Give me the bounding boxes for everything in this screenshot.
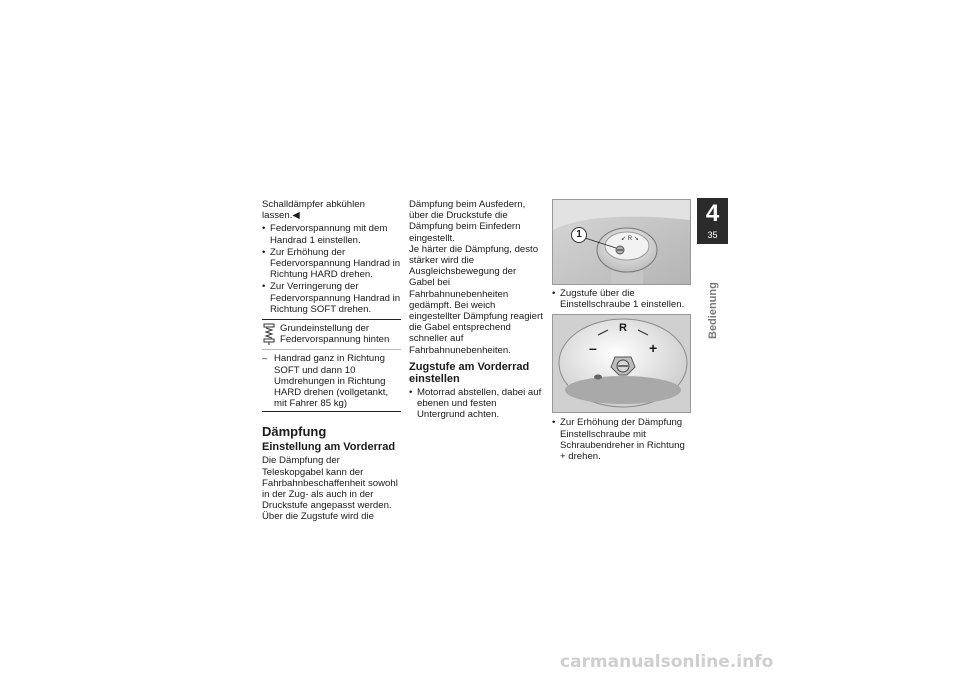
list-item: • Zur Verringerung der Federvorspannung Handrad in Richtung SOFT drehen.: [262, 281, 401, 315]
setting-text: Handrad ganz in Richtung SOFT und dann 10 Umdrehungen in Richtung HARD drehen (vollgetankt, mit Fahrer 85 kg): [274, 353, 389, 410]
list-item: • Federvorspannung mit dem Handrad 1 einstellen.: [262, 223, 401, 245]
text-column-3: [552, 199, 692, 463]
photo-label-r: R: [619, 322, 627, 335]
intro-text: Schalldämpfer abkühlen lassen.◀: [262, 199, 365, 222]
chapter-tab: [697, 198, 728, 244]
watermark: carmanualsonline.info: [560, 652, 774, 672]
info-box: [262, 319, 401, 412]
dash-marker: –: [262, 353, 268, 365]
subsection-heading: Zugstufe am Vorderrad einstellen: [409, 360, 530, 385]
adjust-list: [552, 417, 692, 462]
body-text: Die Dämpfung der Teleskopgabel kann der Fahrbahnbeschaffenheit sowohl in der Zug- als auch in der Druckstufe angepasst werden. Über die Zugstufe wird die: [262, 455, 398, 523]
page-number: 35: [707, 230, 718, 240]
photo-label-plus: +: [649, 340, 658, 357]
list-item: • Motorrad abstellen, dabei auf ebenen und festen Untergrund achten.: [409, 387, 544, 421]
spring-adjust-icon: [262, 323, 276, 345]
body-text: Dämpfung beim Ausfedern, über die Druckstufe die Dämpfung beim Einfedern eingestellt.: [409, 199, 526, 244]
adjust-list: [552, 288, 692, 310]
info-row: [262, 323, 401, 350]
chapter-number: 4: [705, 200, 720, 227]
list-item: • Zur Erhöhung der Federvorspannung Handrad in Richtung HARD drehen.: [262, 247, 401, 281]
setting-row: [262, 350, 401, 409]
chapter-title: Bedienung: [707, 282, 719, 339]
photo-adjuster-closeup: [552, 314, 691, 413]
list-item: • Zur Erhöhung der Dämpfung Einstellschraube mit Schraubendreher in Richtung + drehen.: [552, 417, 692, 462]
chapter-title-vertical: [697, 251, 728, 341]
photo-adjuster-overview: [552, 199, 691, 285]
photo-label-minus: –: [589, 340, 597, 357]
text-column-2: [409, 199, 544, 421]
photo-callout: 1: [571, 227, 587, 243]
text-column-1: [262, 199, 401, 523]
svg-text:↙ R ↘: ↙ R ↘: [621, 236, 639, 242]
spring-preload-list: [262, 223, 401, 315]
subsection-heading: Einstellung am Vorderrad: [262, 441, 396, 454]
list-item: • Zugstufe über die Einstellschraube 1 einstellen.: [552, 288, 692, 310]
section-heading: Dämpfung: [262, 424, 327, 440]
body-text: Je härter die Dämpfung, desto stärker wird die Ausgleichsbewegung der Gabel bei Fahrbahnunebenheiten gedämpft. Bei weich eingestellter Dämpfung reagiert die Gabel entsprechend schneller auf Fahrbahnunebenheiten.: [409, 243, 543, 356]
info-text: Grundeinstellung der Federvorspannung hinten: [280, 323, 390, 346]
procedure-list: [409, 387, 544, 421]
